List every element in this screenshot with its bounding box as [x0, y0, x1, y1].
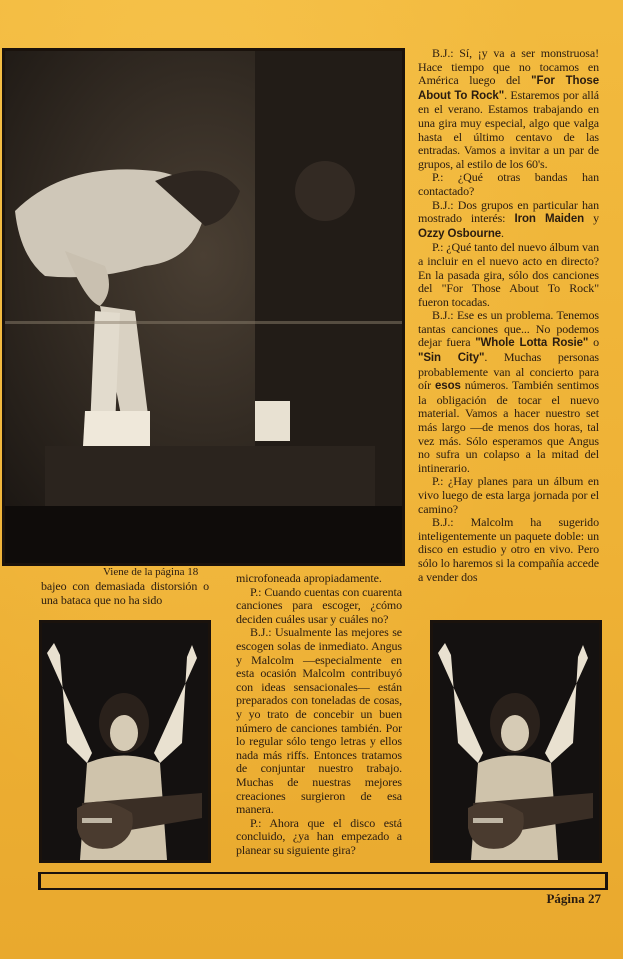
left-column-text: [41, 580, 209, 607]
text-p5-mid2: . Muchas personas probablemente van al concierto para oír: [418, 350, 600, 393]
singer-photo-right: [433, 623, 599, 860]
text-p1-bold: "For Those About To Rock": [418, 75, 599, 102]
text-p5: B.J.: Ese es un problema. Tenemos tantas canciones que... No podemos dejar fuera: [418, 308, 599, 350]
text-p5-bold2: "Sin City": [418, 352, 485, 365]
bottom-rule-box: [38, 872, 608, 890]
mid-p2: P.: Cuando cuentas con cuarenta canciones para escoger, ¿cómo deciden cuáles usar y cuáles no?: [236, 584, 402, 626]
concert-photo-right: [430, 620, 602, 863]
text-p4: P.: ¿Qué tanto del nuevo álbum van a incluir en el nuevo acto en directo? En la pasada gira, sólo dos canciones del "For Those About To Rock" fueron tocadas.: [418, 240, 599, 309]
singer-photo-left: [42, 623, 208, 860]
text-p3-bold2: Ozzy Osbourne: [418, 227, 502, 240]
text-p5-end: números. También sentimos la obligación de tocar el nuevo material. Vamos a hacer nuestro set más largo —de menos dos horas, tal vez más. Sólo esperamos que Angus no sufra un colapso a la mitad del intinerario.: [418, 378, 599, 475]
text-p3: B.J.: Dos grupos en particular han mostrado interés:: [418, 197, 599, 226]
text-p7: B.J.: Malcolm ha sugerido inteligentemente un paquete doble: un disco en estudio y otro en vivo. Pero sólo lo haremos si la compañía accede a vender dos: [418, 515, 599, 584]
middle-column-text: [236, 572, 402, 857]
left-p1: bajeo con demasiada distorsión o una bataca que no ha sido: [41, 579, 209, 607]
page-number: Página 27: [546, 891, 601, 906]
text-p5-mid: o: [588, 335, 599, 350]
mid-p4: P.: Ahora que el disco está concluido, ¿ya han empezado a planear su siguiente gira?: [236, 815, 402, 857]
text-p1: B.J.: Sí, ¡y va a ser monstruosa! Hace tiempo que no tocamos en América luego del: [418, 46, 599, 88]
text-p3-end: .: [501, 225, 504, 240]
text-p3-mid: y: [584, 211, 599, 226]
mid-p3: B.J.: Usualmente las mejores se escogen solas de inmediato. Angus y Malcolm —especialmente en esta ocasión Malcolm contribuyó con ideas sensacionales— están preparados con toneladas de cosas, y yo trato de concebir un buen número de canciones también. Por lo regular sólo tengo letras y ellos nada más riffs. Entonces tratamos de conjuntar nuestro trabajo. Muchas de nuestras mejores creaciones surgieron de esa manera.: [236, 625, 402, 817]
text-p5-bold3: esos: [435, 380, 461, 393]
text-p2: P.: ¿Qué otras bandas han contactado?: [418, 170, 599, 198]
text-p3-bold1: Iron Maiden: [514, 213, 585, 226]
mid-p1: microfoneada apropiadamente.: [236, 571, 382, 585]
text-p6: P.: ¿Hay planes para un álbum en vivo luego de esta larga jornada por el camino?: [418, 474, 599, 516]
concert-photo-left: [39, 620, 211, 863]
text-p5-bold1: "Whole Lotta Rosie": [475, 337, 589, 350]
continued-from-caption: Viene de la página 18: [103, 566, 199, 578]
concert-photo-jump: [2, 48, 405, 566]
right-column-top: [418, 47, 599, 584]
text-p1-end: . Estaremos por allá en el verano. Estamos trabajando en una gira muy especial, algo que valga hasta el último centavo de las entradas. Vamos a invitar a un par de grupos, al estilo de los 60's.: [418, 87, 599, 171]
jump-photo-image: [5, 51, 402, 563]
